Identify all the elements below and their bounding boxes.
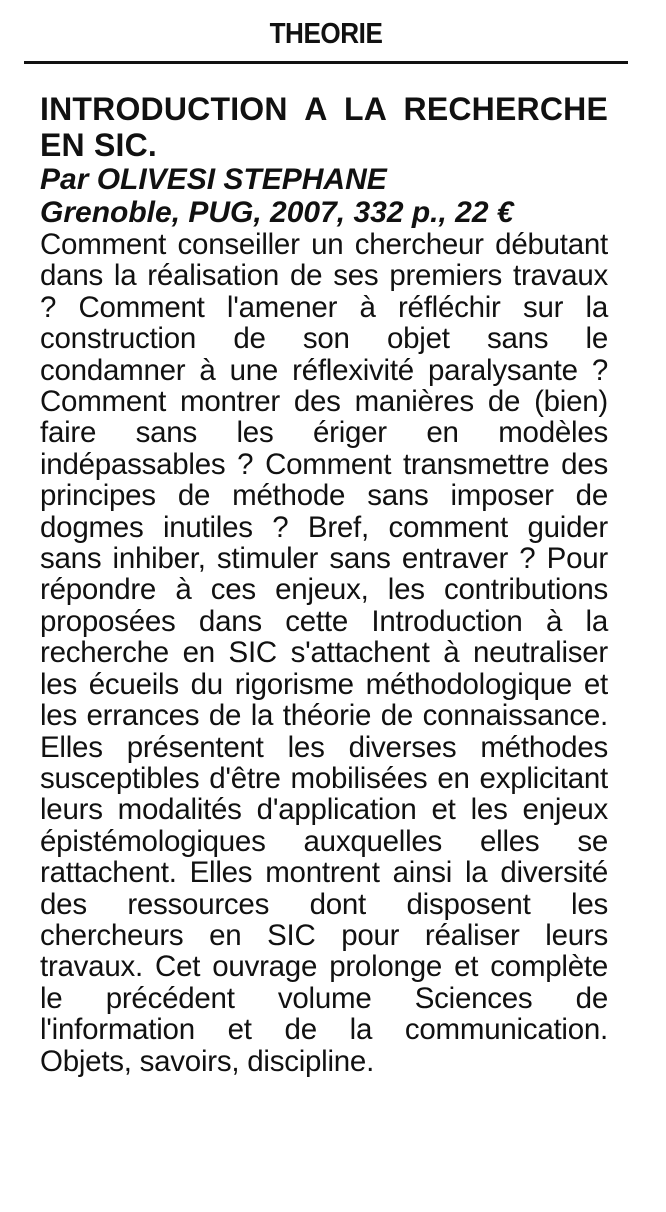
book-author: Par OLIVESI STEPHANE xyxy=(40,163,387,196)
publication-details: Grenoble, PUG, 2007, 332 p., 22 € xyxy=(40,196,514,229)
book-review xyxy=(40,91,608,1077)
section-header xyxy=(24,14,628,64)
book-description: Comment conseiller un chercheur débutant dans la réalisation de ses premiers travaux ? Comment l'amener à réfléchir sur la construction de son objet sans le condamner à une réflexivité paralysante ? Comment montrer des manières de (bien) faire sans les ériger en modèles indépassables ? Comment transmettre des principes de méthode sans imposer de dogmes inutiles ? Bref, comment guider sans inhiber, stimuler sans entraver ? Pour répondre à ces enjeux, les contributions proposées dans cette Introduction à la recherche en SIC s'attachent à neutraliser les écueils du rigorisme méthodologique et les errances de la théorie de connaissance. Elles présentent les diverses méthodes susceptibles d'être mobilisées en explicitant leurs modalités d'application et les enjeux épistémologiques auxquelles elles se rattachent. Elles montrent ainsi la diversité des ressources dont disposent les chercheurs en SIC pour réaliser leurs travaux. Cet ouvrage prolonge et complète le précédent volume Sciences de l'information et de la communication. Objets, savoirs, discipline. xyxy=(40,228,608,1078)
section-title: THEORIE xyxy=(269,18,383,50)
book-title: INTRODUCTION A LA RECHERCHE EN SIC. xyxy=(40,91,608,163)
